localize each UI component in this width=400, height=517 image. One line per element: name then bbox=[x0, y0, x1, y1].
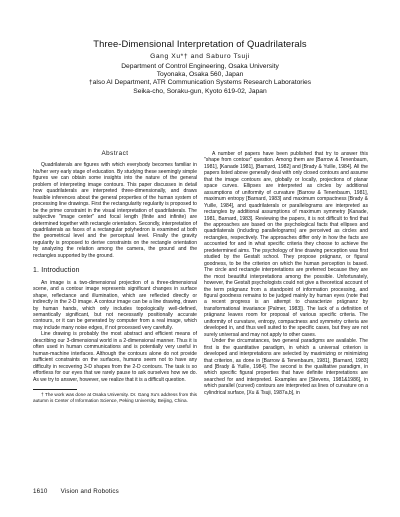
page-number: 1610 bbox=[33, 488, 48, 495]
affiliation-line: Toyonaka, Osaka 560, Japan bbox=[156, 71, 244, 79]
section-name: Vision and Robotics bbox=[60, 488, 119, 495]
abstract-text: Quadrilaterals are figures with which everybody becomes familiar in his/her very early stage of education. By studying these seemingly simple figures we can obtain some insights into the nature of the general problem of interpreting image contours. This paper discusses in detail how quadrilaterals are interpreted three-dimensionally, and draws feasible inferences about the general properties of the human system of processing line drawings. First the rectangularity regularity is proposed to be the prime constraint in the visual interpretation of quadrilaterals. The subjective "image center" and focal length (finite and infinite) are determined together with rectangle orientation. Secondly, interpretation of quadrilaterals as faces of a rectangular polyhedron is examined at both the geometrical level and the perceptual level. Finally the gravity regularity is proposed to derive constraints on the rectangle orientation by analyzing the relation among the camera, the ground and the rectangles supported by the ground. bbox=[33, 162, 197, 259]
abstract-heading: Abstract bbox=[101, 150, 129, 157]
authors: Gang Xu*† and Saburo Tsuji bbox=[150, 53, 250, 60]
affiliation-line: Department of Control Engineering, Osaka University bbox=[121, 63, 279, 70]
page-footer bbox=[33, 488, 119, 495]
paragraph: A number of papers have been published that try to answer this "shape from contour" question. Among them are [Barrow & Tenenbaum, 1981], [Kanade 1981], [Barnard, 1982] and [Brady & Yuille, 1984]. All the papers listed above generally deal with only closed contours and assume that the image contours are, globally or locally, projections of planar space curves. Ellipses are interpreted as circles by additional assumptions of uniformity of curvature [Barrow & Tenenbaum, 1981], maximum entropy [Barnard, 1983] and maximum compactness [Brady & Yuille, 1984], and quadrilaterals or parallelograms are interpreted as rectangles by additional assumptions of maximum symmetry [Kanade, 1981, Barnard, 1983]. Reviewing the papers, it is not difficult to find that the approaches are based on the psychological facts that ellipses and quadrilaterals (including parallelograms) are perceived as circles and rectangles, respectively. The approaches differ only in how the facts are accounted for and in what specific criteria they choose to achieve the predetermined aims. The psychology of line drawing perception was first studied by the Gestalt school. They propose prägnanz, or figural goodness, to be the criterion on which the human perception is based. The circle and rectangle interpretations are preferred because they are the most beautiful interpretations among the possible. Unfortunately, however, the Gestalt psychologists could not give a theoretical account of the term prägnanz from a standpoint of information processing, and figural goodness remains to be judged mainly by human eyes (note that a recent progress is an attempt to characterize prägnanz by transformational invariance [Palmer, 1983]). The lack of a definition of prägnanz leaves room for proposal of various specific criteria. The uniformity of curvature, entropy, compactness and symmetry criteria are developed in, and thus well suited to the specific cases, but they are not surely universal and may not apply to other cases. bbox=[204, 151, 368, 338]
right-column bbox=[204, 151, 368, 396]
affiliation-line: Seika-cho, Soraku-gun, Kyoto 619-02, Japan bbox=[133, 87, 267, 95]
paragraph: An image is a two-dimensional projection of a three-dimensional scene, and a contour image represents significant changes in surface shape, reflectance and illumination, which are reflected directly or indirectly in the 2-D image. A contour image can be a line drawing, drawn by human hands, which only includes topologically well-defined, semantically significant, but not necessarily positionally accurate contours, or it can be generated by computer from a real image, which may include many noise edges, if not processed very carefully. bbox=[33, 279, 197, 331]
footnote: † The work was done at Osaka University. Dr. Gang Xu's address from this autumn is Center of Information Science, Peking University, Beijing, China. bbox=[33, 391, 197, 403]
paragraph: Line drawing is probably the most abstract and efficient means of describing our 3-dimensional world in a 2-dimensional manner. Thus it is often used in human communications and is potentially very useful in human-machine interfaces. Although the contours alone do not provide sufficient constraints on the surfaces, humans seem not to have any difficulty in recovering 3-D shapes from the 2-D contours. The task is so effortless for our eyes that we rarely pause to ask ourselves how we do. As we try to answer, however, we realize that it is a difficult question. bbox=[33, 331, 197, 383]
section-heading-introduction: 1. Introduction bbox=[33, 267, 80, 275]
affiliation-line: †also AI Department, ATR Communication Systems Research Laboratories bbox=[88, 79, 312, 87]
affiliation bbox=[0, 63, 400, 96]
footnote-divider bbox=[33, 389, 77, 390]
paragraph: Under the circumstances, two general paradigms are available. The first is the quantitative paradigm, in which a universal criterion is developed and interpretations are selected by maximizing or minimizing that criterion, as done in [Barrow & Tenenbaum, 1981], [Barnard, 1983] and [Brady & Yuille, 1984]. The second is the qualitative paradigm, in which specific figural properties that have definite interpretations are searched for and interpreted. Examples are [Stevens, 1981&1986], in which parallel (curved) contours are interpreted as lines of curvature on a cylindrical surface, [Xu & Tsuji, 1987a,b], in bbox=[204, 338, 368, 396]
paper-title: Three-Dimensional Interpretation of Quadrilaterals bbox=[93, 38, 307, 49]
left-column bbox=[33, 151, 197, 404]
